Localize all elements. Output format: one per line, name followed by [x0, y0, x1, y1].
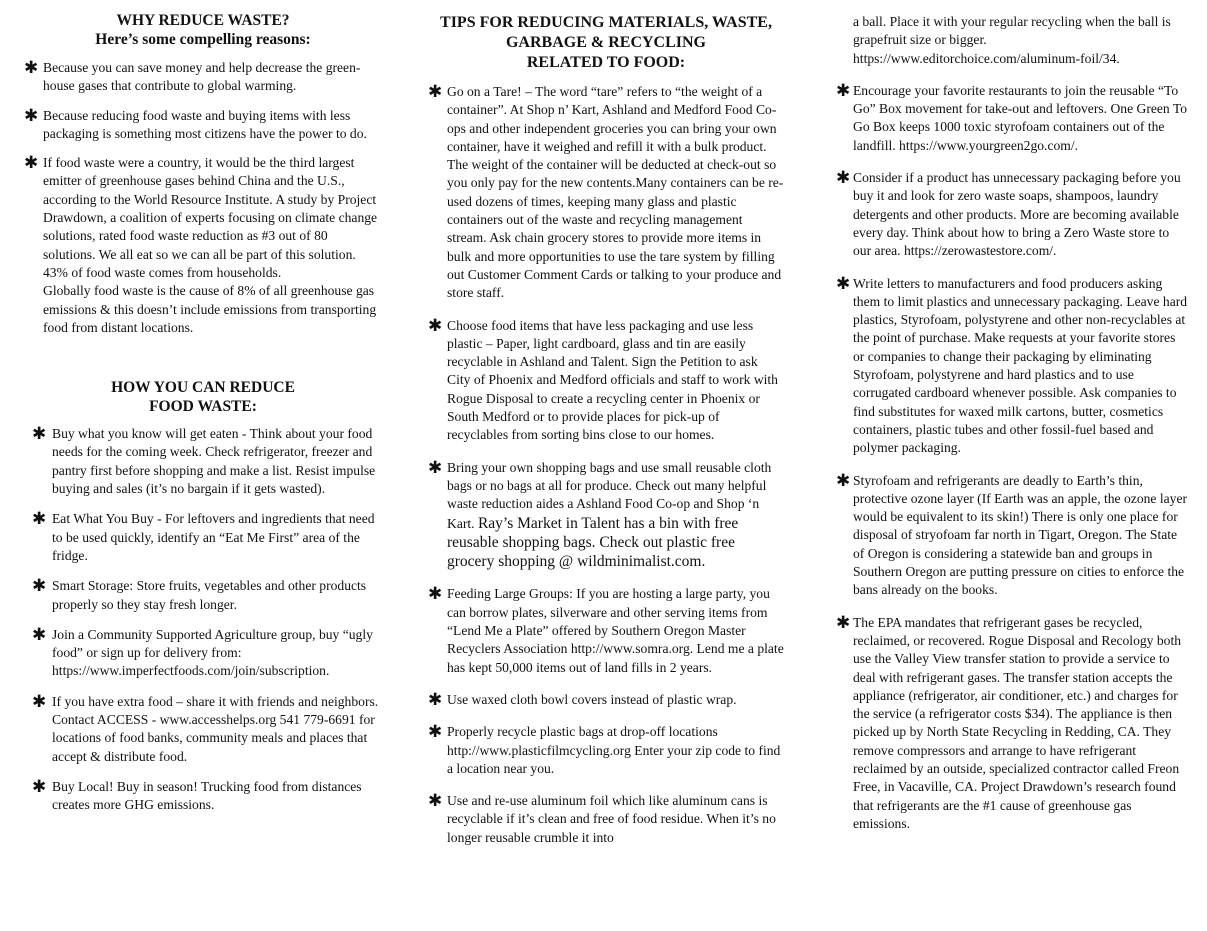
asterisk-icon: ✱ — [32, 424, 47, 445]
tip-item-text: Properly recycle plastic bags at drop-off locations http://www.plasticfilmcycling.org Enter your zip code to find a location near you. — [447, 724, 781, 776]
tip-item-text-b: Ray’s Market in Talent has a bin with free reusable shopping bags. Check out plastic free grocery shopping @ wildminimalist.com. — [447, 514, 739, 571]
asterisk-icon: ✱ — [428, 791, 443, 812]
tips-title-line1: TIPS FOR REDUCING MATERIALS, WASTE, — [440, 14, 772, 31]
tip-item — [428, 317, 784, 445]
tip-item — [836, 614, 1190, 834]
column-left — [24, 0, 382, 815]
tip-item-text: Consider if a product has unnecessary packaging before you buy it and look for zero waste soaps, shampoos, laundry detergents and other products. More are becoming available every day. Think about how to bring a Zero Waste store to our area. https://zerowastestore.com/. — [853, 170, 1181, 259]
column-right — [836, 0, 1190, 833]
tip-item-text: Encourage your favorite restaurants to join the reusable “To Go” Box movement for take-out and leftovers. One Green To Go Box keeps 1000 toxic styrofoam containers out of the landfill. https://www.yourgreen2go.com/. — [853, 82, 1188, 153]
how-item-text: Join a Community Supported Agriculture group, buy “ugly food” or sign up for delivery from: https://www.imperfectfoods.com/join/subscription. — [52, 626, 373, 679]
tips-title-line2: GARBAGE & RECYCLING — [505, 34, 706, 51]
tip-item — [428, 723, 784, 778]
how-item — [24, 510, 382, 565]
how-list — [24, 425, 382, 814]
tip-item-text: Use and re-use aluminum foil which like aluminum cans is recyclable if it’s clean and free of food residue. When it’s no longer reusable crumble it into — [447, 793, 776, 845]
how-item — [24, 778, 382, 815]
tip-item — [836, 82, 1190, 155]
asterisk-icon: ✱ — [32, 691, 47, 712]
why-item-text: If food waste were a country, it would be the third largest emitter of greenhouse gases behind China and the U.S., according to the World Resource Institute. A study by Project Drawdown, a coalition of experts focusing on climate change solutions, rated food waste reduction as #3 out of 80 solutions. We all eat so we can all be part of this solution. 43% of food waste comes from households. — [43, 155, 378, 280]
how-heading — [24, 378, 382, 416]
asterisk-icon: ✱ — [32, 624, 47, 645]
column-middle — [428, 0, 784, 847]
asterisk-icon: ✱ — [836, 80, 851, 101]
why-item-text: Because you can save money and help decrease the green-house gases that contribute to global warming. — [43, 60, 361, 94]
why-title: WHY REDUCE WASTE? — [116, 12, 290, 29]
asterisk-icon: ✱ — [32, 776, 47, 797]
asterisk-icon: ✱ — [24, 58, 39, 78]
tip-item-text: Styrofoam and refrigerants are deadly to Earth’s thin, protective ozone layer (If Earth was an apple, the ozone layer would be equivalent to its skin!) There is only one place for disposal of stryofoam far north in Tigart, Oregon. The State of Oregon is considering a statewide ban and groups in Southern Oregon are putting pressure on cities to enforce the bans already on the books. — [853, 472, 1188, 598]
asterisk-icon: ✱ — [428, 584, 443, 605]
asterisk-icon: ✱ — [32, 576, 47, 597]
tip-item — [428, 459, 784, 572]
tip-item — [836, 275, 1190, 458]
asterisk-icon: ✱ — [32, 509, 47, 530]
asterisk-icon: ✱ — [836, 470, 851, 491]
tip-item — [428, 83, 784, 303]
how-item — [24, 693, 382, 766]
tip-item-text-a: Bring your own shopping bags and use small reusable cloth bags or no bags at all for produce. Check out many helpful waste reduction aides a Ashland Food Co-op and Shop ‘n Kart. — [447, 459, 772, 531]
why-list — [24, 59, 382, 337]
tips-list — [428, 83, 784, 847]
asterisk-icon: ✱ — [836, 168, 851, 189]
tips-title-line3: RELATED TO FOOD: — [526, 54, 686, 71]
how-item — [24, 577, 382, 614]
how-item — [24, 626, 382, 681]
how-item-text: Buy what you know will get eaten - Think about your food needs for the coming week. Check refrigerator, freezer and pantry first before shopping and make a list. Resist impulse buying and sales (it’s no bargain if it gets wasted). — [52, 426, 376, 497]
tip-item-text: Use waxed cloth bowl covers instead of plastic wrap. — [447, 691, 737, 707]
tip-item — [428, 691, 784, 709]
tip-item-text: Choose food items that have less packaging and use less plastic – Paper, light cardboard, glass and tin are easily recyclable in Ashland and Talent. Sign the Petition to ask City of Phoenix and Medford officials and staff to work with Rogue Disposal to create a recycling center in Phoenix or South Medford or to provide places for pick-up of recyclables from sorting bins close to our homes. — [447, 317, 778, 443]
how-item-text: Smart Storage: Store fruits, vegetables and other products properly so they stay fresh longer. — [52, 578, 367, 612]
why-heading — [24, 11, 382, 49]
asterisk-icon: ✱ — [428, 82, 443, 102]
tips-heading — [428, 13, 784, 73]
why-item-text-cont: Globally food waste is the cause of 8% of all greenhouse gas emissions & this doesn’t include emissions from transporting food from distant locations. — [43, 283, 377, 335]
tip-item-text: Go on a Tare! – The word “tare” refers to “the weight of a container”. At Shop n’ Kart, Ashland and Medford Food Co-ops and other independent groceries you can bring your own container, have it weighed and refill it with a bulk product. The weight of the container will be deducted at check-out so you only pay for the new contents.Many containers can be re-used dozens of times, keeping many glass and plastic containers out of the waste and recycling management stream. Ask chain grocery stores to provide more items in bulk and more opportunities to use the tare system by filling out Customer Comment Cards or talking to your produce and store staff. — [447, 84, 784, 301]
why-item — [24, 154, 382, 337]
tip-item — [836, 169, 1190, 260]
how-item — [24, 425, 382, 498]
tip-item-text: The EPA mandates that refrigerant gases be recycled, reclaimed, or recovered. Rogue Disposal and Recology both use the Valley View transfer station to provide a service to deal with refrigerant gases. The transfer station accepts the appliance (refrigerator, air conditioner, etc.) and charges for the service (a refrigerator costs $34). The appliance is then picked up by North State Recycling in Redding, CA. They remove compressors and arrange to have refrigerant reclaimed by an outside, specialized contractor called Freon Free, in Vacaville, CA. Project Drawdown’s research found that refrigerants are the #1 cause of greenhouse gas emissions. — [853, 614, 1182, 831]
why-item-text: Because reducing food waste and buying items with less packaging is something most citizens have the power to do. — [43, 107, 367, 141]
tip-item-text: Feeding Large Groups: If you are hosting a large party, you can borrow plates, silverware and other serving items from “Lend Me a Plate” offered by Southern Oregon Master Recyclers Association http://www.somra.org. Lend me a plate has kept 50,000 items out of land fills in 2 years. — [447, 586, 784, 675]
tip-item-text: Write letters to manufacturers and food producers asking them to limit plastics and unnecessary packaging. Leave hard plastics, Styrofoam, polystyrene and other non-recyclables at the point of purchase. Make requests at your favorite stores or companies to change their packaging by eliminating Styrofoam, polystyrene and hard plastics and to use corrugated cardboard whenever possible. Ask companies to find substitutes for waxed milk cartons, butter, cosmetics containers, plastic tubes and other fossil-fuel based and polymer packaging. — [853, 275, 1188, 456]
tip-item — [836, 472, 1190, 600]
how-title-line1: HOW YOU CAN REDUCE — [111, 379, 295, 397]
why-item — [24, 59, 382, 96]
asterisk-icon: ✱ — [428, 457, 443, 478]
tip-item — [428, 792, 784, 847]
asterisk-icon: ✱ — [428, 315, 443, 336]
asterisk-icon: ✱ — [24, 105, 39, 126]
why-subtitle: Here’s some compelling reasons: — [95, 31, 311, 48]
tip-item-continued — [836, 13, 1190, 68]
asterisk-icon: ✱ — [836, 273, 851, 294]
asterisk-icon: ✱ — [836, 612, 851, 633]
tip-item-text: a ball. Place it with your regular recycling when the ball is grapefruit size or bigger. https://www.editorchoice.com/aluminum-foil/34. — [853, 14, 1171, 66]
tip-item-text — [447, 459, 784, 572]
how-item-text: If you have extra food – share it with friends and neighbors. Contact ACCESS - www.accesshelps.org 541 779-6691 for locations of food banks, community meals and places that accept & distribute food. — [52, 693, 379, 764]
how-item-text: Buy Local! Buy in season! Trucking food from distances creates more GHG emissions. — [52, 778, 362, 813]
why-item — [24, 107, 382, 144]
how-title-line2: FOOD WASTE: — [149, 398, 257, 416]
asterisk-icon: ✱ — [428, 722, 443, 743]
tip-item — [428, 585, 784, 676]
how-item-text: Eat What You Buy - For leftovers and ingredients that need to be used quickly, identify an “Eat Me First” area of the fridge. — [52, 511, 375, 563]
asterisk-icon: ✱ — [24, 153, 39, 174]
asterisk-icon: ✱ — [428, 689, 443, 710]
